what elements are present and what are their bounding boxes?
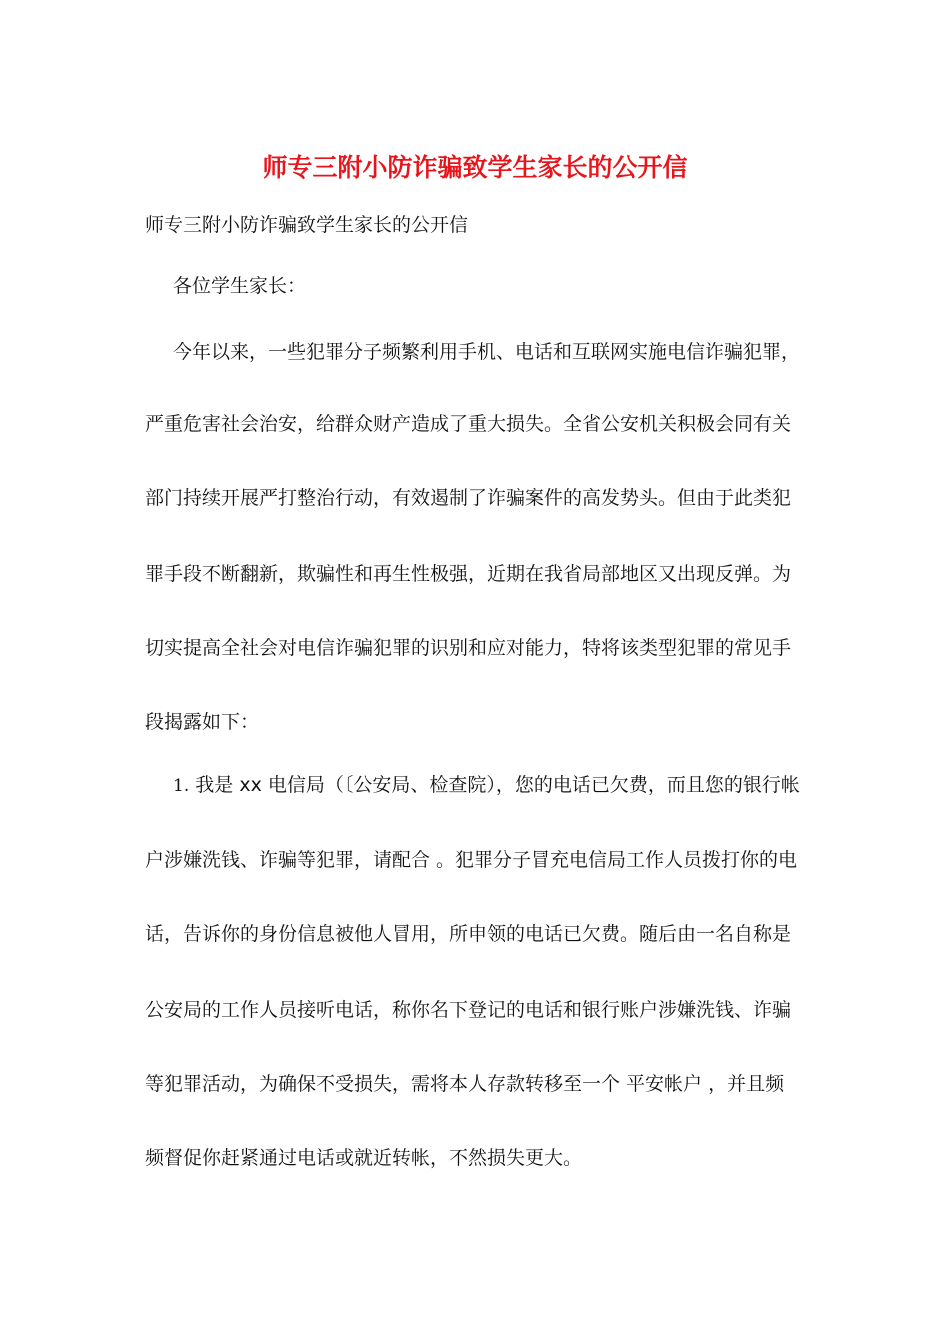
paragraph-line: 切实提高全社会对电信诈骗犯罪的识别和应对能力，特将该类型犯罪的常见手	[145, 637, 792, 659]
document-title: 师专三附小防诈骗致学生家长的公开信	[262, 153, 688, 182]
list-item-line: 户涉嫌洗钱、诈骗等犯罪，请配合 。犯罪分子冒充电信局工作人员拨打你的电	[145, 849, 798, 871]
list-item-line: 频督促你赶紧通过电话或就近转帐，不然损失更大。	[145, 1147, 583, 1169]
list-item-line: 话，告诉你的身份信息被他人冒用，所申领的电话已欠费。随后由一名自称是	[145, 923, 792, 945]
paragraph-line: 今年以来，一些犯罪分子频繁利用手机、电话和互联网实施电信诈骗犯罪，	[173, 341, 801, 363]
list-item-text: 我是 xx 电信局（〔公安局、检查院），您的电话已欠费，而且您的银行帐	[195, 774, 800, 796]
paragraph-line: 段揭露如下：	[145, 711, 260, 733]
list-item-number: 1.	[173, 776, 190, 796]
list-item-line: 公安局的工作人员接听电话，称你名下登记的电话和银行账户涉嫌洗钱、诈骗	[145, 999, 792, 1021]
paragraph-line: 部门持续开展严打整治行动，有效遏制了诈骗案件的高发势头。但由于此类犯	[145, 487, 792, 509]
document-subtitle: 师专三附小防诈骗致学生家长的公开信	[145, 214, 469, 236]
list-item-line: 等犯罪活动，为确保不受损失，需将本人存款转移至一个 平安帐户 ，并且频	[145, 1073, 785, 1095]
paragraph-line: 罪手段不断翻新，欺骗性和再生性极强，近期在我省局部地区又出现反弹。为	[145, 563, 792, 585]
paragraph-line: 严重危害社会治安，给群众财产造成了重大损失。全省公安机关积极会同有关	[145, 413, 792, 435]
salutation: 各位学生家长：	[173, 275, 307, 297]
list-item-first-line	[173, 771, 853, 800]
